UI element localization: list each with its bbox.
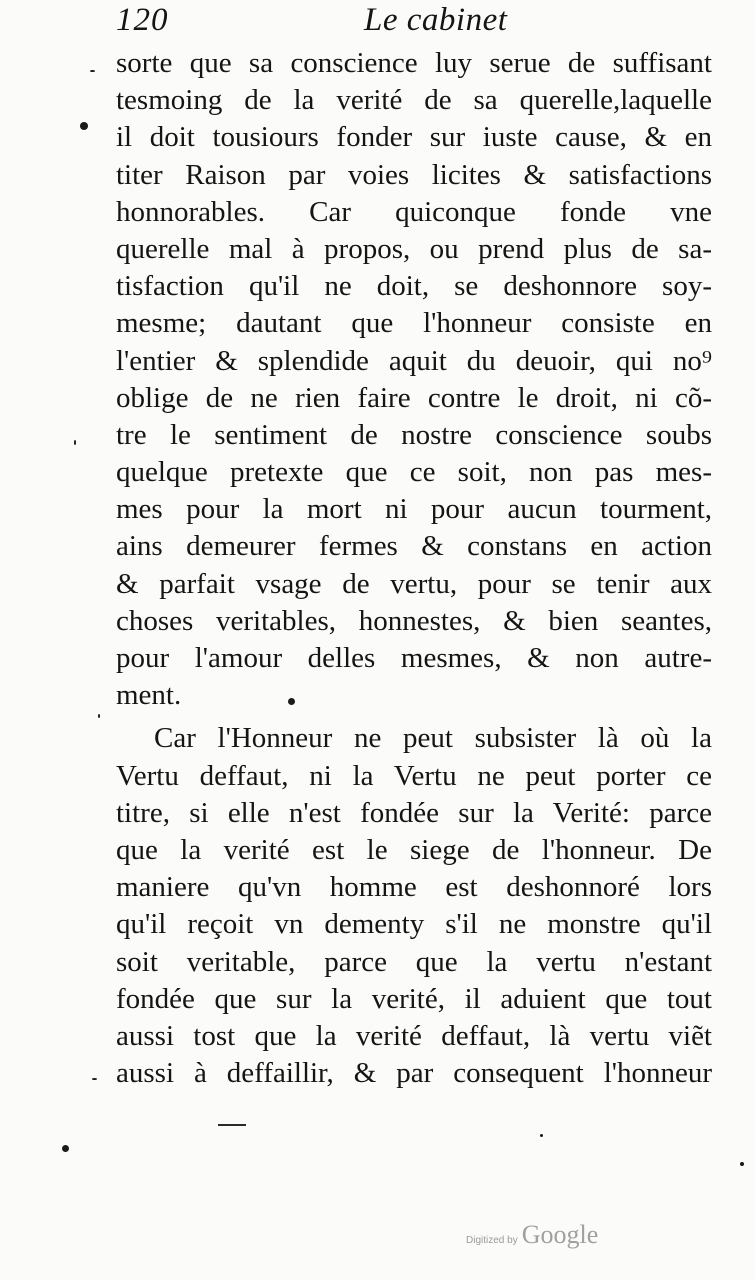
text-line: mesme; dautant que l'honneur consiste en: [116, 307, 712, 340]
text-line: tisfaction qu'il ne doit, se deshonnore soy-: [116, 270, 712, 303]
body-text: [116, 45, 712, 1092]
text-line: Vertu deffaut, ni la Vertu ne peut porter ce: [116, 759, 712, 792]
text-line: soit veritable, parce que la vertu n'estant: [116, 945, 712, 978]
ink-speck: [92, 1078, 97, 1080]
watermark-prefix: Digitized by: [466, 1235, 518, 1246]
text-line: honnorables. Car quiconque fonde vne: [116, 195, 712, 228]
text-line: querelle mal à propos, ou prend plus de sa-: [116, 232, 712, 265]
text-line: fondée que sur la verité, il aduient que tout: [116, 982, 712, 1015]
ink-speck: [98, 714, 100, 718]
text-line: titre, si elle n'est fondée sur la Verité: parce: [116, 796, 712, 829]
text-line: aussi tost que la verité deffaut, là vertu viẽt: [116, 1019, 712, 1052]
text-line: ains demeurer fermes & constans en action: [116, 530, 712, 563]
text-line: maniere qu'vn homme est deshonnoré lors: [116, 871, 712, 904]
ink-speck: [90, 70, 95, 72]
text-line: qu'il reçoit vn dementy s'il ne monstre qu'il: [116, 908, 712, 941]
ink-speck: [62, 1145, 69, 1152]
text-line: titer Raison par voies licites & satisfactions: [116, 158, 712, 191]
running-head: Le cabinet: [364, 2, 508, 38]
text-line: que la verité est le siege de l'honneur. De: [116, 833, 712, 866]
ink-speck: [74, 440, 76, 445]
page-header: [116, 2, 706, 42]
text-line: pour l'amour delles mesmes, & non autre-: [116, 642, 712, 674]
text-line: choses veritables, honnestes, & bien seantes,: [116, 604, 712, 637]
text-line: tre le sentiment de nostre conscience soubs: [116, 418, 712, 451]
digitized-watermark: [466, 1220, 598, 1250]
ink-speck: [540, 1134, 543, 1137]
text-line: Car l'Honneur ne peut subsister là où la: [154, 722, 712, 755]
text-line: ment.: [116, 679, 182, 712]
ink-dash: [218, 1124, 246, 1126]
text-line: quelque pretexte que ce soit, non pas mes-: [116, 456, 712, 489]
google-logo: Google: [521, 1220, 599, 1249]
text-line: mes pour la mort ni pour aucun tourment,: [116, 493, 712, 526]
ink-speck: [740, 1162, 744, 1166]
text-line: aussi à deffaillir, & par consequent l'honneur: [116, 1057, 712, 1090]
ink-speck: [80, 122, 88, 130]
text-line: & parfait vsage de vertu, pour se tenir aux: [116, 567, 712, 600]
text-line: tesmoing de la verité de sa querelle,laquelle: [116, 84, 712, 117]
text-line: l'entier & splendide aquit du deuoir, qui no⁹: [116, 344, 712, 377]
ink-speck: [288, 698, 295, 705]
text-line: sorte que sa conscience luy serue de suffisant: [116, 47, 712, 79]
text-line: il doit tousiours fonder sur iuste cause, & en: [116, 121, 712, 154]
page-number: 120: [116, 2, 169, 38]
text-line: oblige de ne rien faire contre le droit, ni cõ-: [116, 381, 712, 414]
